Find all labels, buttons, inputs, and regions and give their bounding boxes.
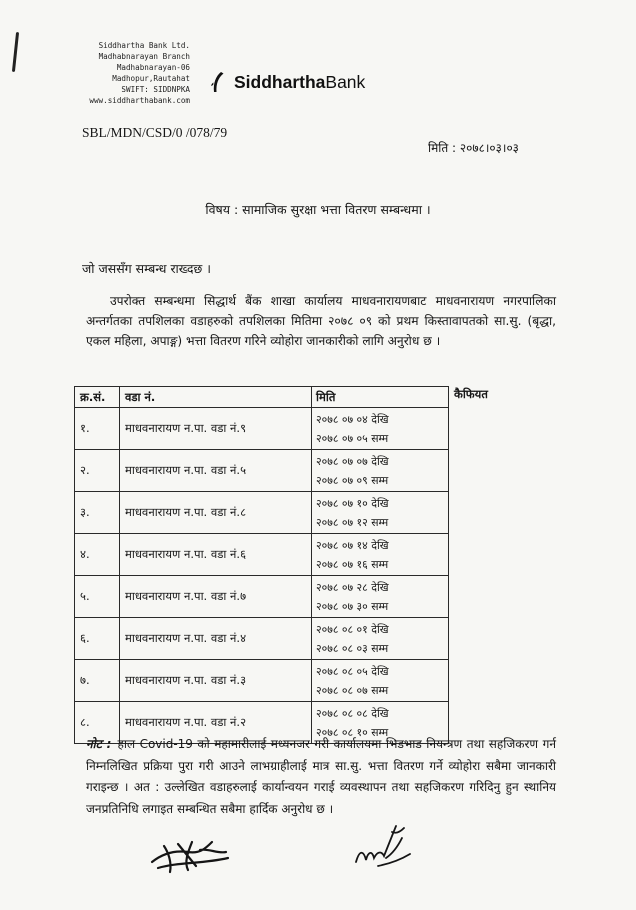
row-serial: २. bbox=[75, 450, 120, 492]
row-serial: ७. bbox=[75, 660, 120, 702]
row-date bbox=[312, 660, 449, 702]
table-row bbox=[75, 450, 562, 492]
note-paragraph bbox=[86, 734, 556, 820]
row-serial: १. bbox=[75, 408, 120, 450]
header-date: मिति bbox=[312, 387, 449, 408]
date-from: २०७८ ०७ १० देखि bbox=[316, 496, 389, 510]
address-line: Madhabnarayan Branch bbox=[98, 52, 190, 61]
date-to: २०७८ ०८ ०७ सम्म bbox=[316, 683, 389, 697]
date-from: २०७८ ०७ ०७ देखि bbox=[316, 454, 389, 468]
table-row bbox=[75, 534, 562, 576]
letter-date: मिति : २०७८।०३।०३ bbox=[428, 141, 519, 155]
note-text: हाल Covid-19 को महामारीलाई मध्यनजर गरी कार्यालयमा भिडभाड नियन्त्रण तथा सहजिकरण गर्न निम्नलिखित प्रक्रिया पुरा गरी आउने लाभग्राहीलाई मात्र सा.सु. भत्ता वितरण गर्ने व्योहोरा सबैमा जानकारी गराइन्छ । अत : उल्लेखित वडाहरुलाई कार्यान्वयन गराई व्यवस्थापन तथा सहजिकरण गरिदिनु हुन स्थानिय जनप्रतिनिधि लगाइत सम्बन्धित सबैमा हार्दिक अनुरोध छ । bbox=[86, 737, 557, 816]
date-to: २०७८ ०७ ३० सम्म bbox=[316, 599, 389, 613]
row-date bbox=[312, 618, 449, 660]
address-line: SWIFT: SIDDNPKA bbox=[121, 85, 190, 94]
row-date bbox=[312, 408, 449, 450]
date-from: २०७८ ०७ ०४ देखि bbox=[316, 412, 389, 426]
date-to: २०७८ ०८ ०३ सम्म bbox=[316, 641, 389, 655]
date-to: २०७८ ०८ १० सम्म bbox=[316, 725, 389, 739]
row-ward: माधवनारायण न.पा. वडा नं.८ bbox=[120, 492, 312, 534]
row-ward: माधवनारायण न.पा. वडा नं.२ bbox=[120, 702, 312, 744]
header-ward: वडा नं. bbox=[120, 387, 312, 408]
row-serial: ८. bbox=[75, 702, 120, 744]
reference-number: SBL/MDN/CSD/0 /078/79 bbox=[82, 125, 228, 140]
row-date bbox=[312, 450, 449, 492]
signature-right-icon bbox=[352, 818, 414, 874]
table-row bbox=[75, 408, 562, 450]
date-to: २०७८ ०७ ०५ सम्म bbox=[316, 431, 389, 445]
row-ward: माधवनारायण न.पा. वडा नं.५ bbox=[120, 450, 312, 492]
date-to: २०७८ ०७ ०९ सम्म bbox=[316, 473, 389, 487]
header-remarks: कैफियत bbox=[454, 386, 488, 401]
margin-pen-mark bbox=[12, 32, 19, 72]
row-ward: माधवनारायण न.पा. वडा नं.६ bbox=[120, 534, 312, 576]
row-date bbox=[312, 576, 449, 618]
row-ward: माधवनारायण न.पा. वडा नं.३ bbox=[120, 660, 312, 702]
row-ward: माधवनारायण न.पा. वडा नं.४ bbox=[120, 618, 312, 660]
address-line: www.siddharthabank.com bbox=[89, 96, 190, 105]
address-line: Madhabnarayan-06 bbox=[116, 63, 190, 72]
row-ward: माधवनारायण न.पा. वडा नं.९ bbox=[120, 408, 312, 450]
schedule-table bbox=[74, 386, 562, 744]
body-paragraph: उपरोक्त सम्बन्धमा सिद्धार्थ बैंक शाखा कार्यालय माधवनारायणबाट माधवनारायण नगरपालिका अन्तर्गतका तपशिलका वडाहरुको तपशिलका मितिमा २०७८ ०९ को प्रथम किस्तावापतको सा.सु. (बृद्धा, एकल महिला, अपाङ्ग) भत्ता वितरण गरिने व्योहोरा जानकारीको लागि अनुरोध छ । bbox=[86, 294, 556, 348]
row-remarks bbox=[449, 618, 562, 660]
table-header-row bbox=[75, 387, 562, 408]
row-remarks bbox=[449, 576, 562, 618]
row-remarks bbox=[449, 660, 562, 702]
row-remarks bbox=[449, 450, 562, 492]
bank-address-block bbox=[72, 40, 190, 106]
row-remarks bbox=[449, 492, 562, 534]
note-label: नोट : bbox=[86, 737, 112, 751]
table-row bbox=[75, 660, 562, 702]
bank-logo-text: SiddharthaBank bbox=[234, 71, 366, 92]
date-to: २०७८ ०७ १२ सम्म bbox=[316, 515, 389, 529]
date-from: २०७८ ०८ ०५ देखि bbox=[316, 664, 389, 678]
row-ward: माधवनारायण न.पा. वडा नं.७ bbox=[120, 576, 312, 618]
date-from: २०७८ ०७ १४ देखि bbox=[316, 538, 389, 552]
date-from: २०७८ ०८ ०१ देखि bbox=[316, 622, 389, 636]
row-serial: ६. bbox=[75, 618, 120, 660]
row-serial: ५. bbox=[75, 576, 120, 618]
row-serial: ४. bbox=[75, 534, 120, 576]
address-line: Madhopur,Rautahat bbox=[112, 74, 190, 83]
row-remarks bbox=[449, 534, 562, 576]
date-from: २०७८ ०८ ०८ देखि bbox=[316, 706, 389, 720]
siddhartha-logo-mark-icon bbox=[208, 71, 228, 93]
row-date bbox=[312, 492, 449, 534]
bank-logo bbox=[208, 70, 365, 94]
date-from: २०७८ ०७ २८ देखि bbox=[316, 580, 389, 594]
signature-left-icon bbox=[148, 832, 234, 878]
letter-subject: विषय : सामाजिक सुरक्षा भत्ता वितरण सम्बन्धमा । bbox=[205, 202, 431, 217]
date-to: २०७८ ०७ १६ सम्म bbox=[316, 557, 389, 571]
table-row bbox=[75, 576, 562, 618]
address-line: Siddhartha Bank Ltd. bbox=[98, 41, 190, 50]
row-serial: ३. bbox=[75, 492, 120, 534]
row-remarks bbox=[449, 408, 562, 450]
table-row bbox=[75, 618, 562, 660]
row-date bbox=[312, 534, 449, 576]
salutation: जो जससँग सम्बन्ध राख्दछ । bbox=[82, 261, 212, 276]
header-serial: क्र.सं. bbox=[75, 387, 120, 408]
table-row bbox=[75, 492, 562, 534]
